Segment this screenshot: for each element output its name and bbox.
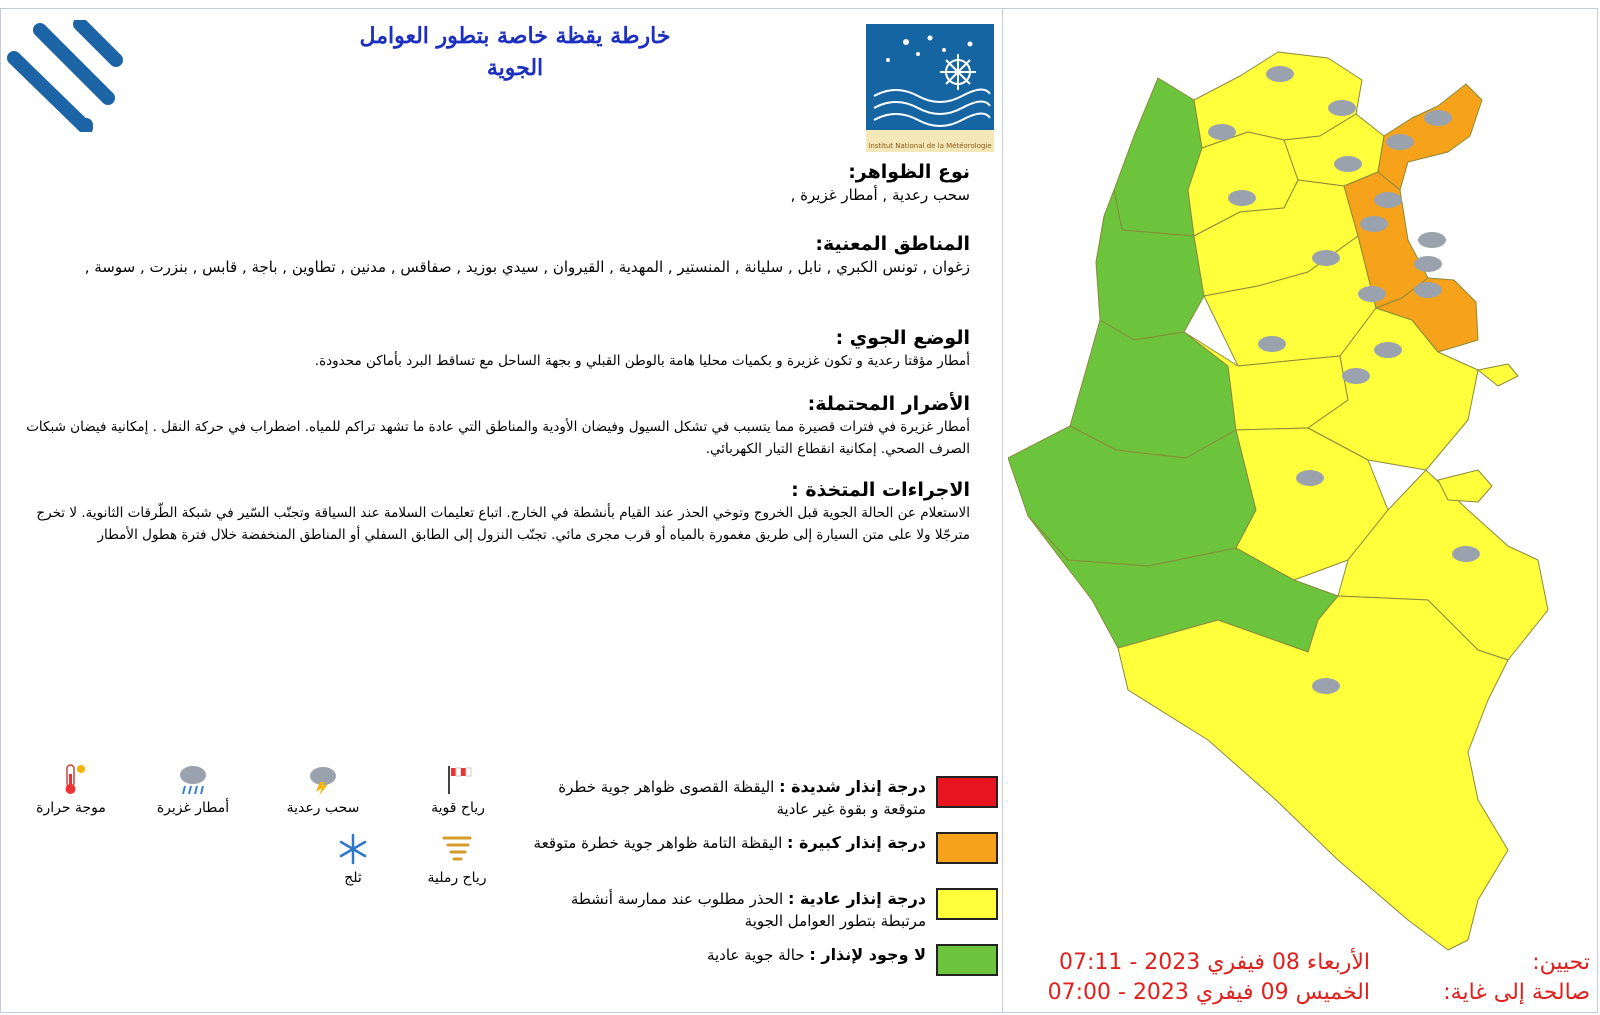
thunderstorm-icon: [306, 762, 340, 796]
measures-section: [10, 478, 970, 546]
tunisia-vigilance-map: [1008, 40, 1600, 970]
svg-text:Institut National de la Météor: Institut National de la Météorologie: [868, 142, 992, 150]
thunderstorm-legend: [278, 762, 368, 816]
damage-text: أمطار غزيرة في فترات قصيرة مما يتسبب في تشكل السيول وفيضان الأودية والمناطق التي عادة ما تشهد تراكم للمياه. اضطراب في حركة النقل . إمكانية فيضان شبكات الصرف الصحي. إمكانية انقطاع التيار الكهربائي.: [26, 419, 970, 457]
regions-section: [10, 232, 970, 278]
valid-label: صالحة إلى غاية:: [1443, 980, 1590, 1005]
phenomena-text: سحب رعدية , أمطار غزيرة ,: [790, 186, 970, 204]
sandstorm-label: رياح رملية: [427, 870, 487, 886]
sandstorm-icon: [440, 832, 474, 866]
legend-swatch-green: [936, 944, 998, 976]
legend-text-green: لا وجود لإنذار : حالة جوية عادية: [706, 945, 926, 964]
panel-divider: [1002, 8, 1003, 1013]
phenomena-section: [600, 160, 970, 206]
situation-heading: الوضع الجوي :: [835, 327, 970, 349]
update-value: الأربعاء 08 فيفري 2023 - 07:11: [1058, 950, 1370, 975]
measures-text: الاستعلام عن الحالة الجوية قبل الخروج وتوخي الحذر عند القيام بأنشطة في الخارج. اتباع تعليمات السلامة عند السياقة وتجنّب السّير في شبكة الطّرقات الثانوية. لا تخرج مترجّلا ولا على متن السيارة إلى طريق مغمورة بالمياه أو قرب مجرى مائي. تجنّب النزول إلى الطابق السفلي أو المناطق المنخفضة خلال فترة هطول الأمطار: [36, 505, 970, 543]
heavy-rain-label: أمطار غزيرة: [156, 800, 230, 816]
legend-text-yellow: درجة إنذار عادية : الحذر مطلوب عند ممارسة أنشطة مرتبطة بتطور العوامل الجوية: [570, 889, 926, 930]
stripes-logo: [4, 20, 124, 132]
legend-swatch-red: [936, 776, 998, 808]
legend-text-orange: درجة إنذار كبيرة : اليقظة التامة ظواهر جوية خطرة متوقعة: [533, 833, 926, 852]
legend-swatch-orange: [936, 832, 998, 864]
region-tataouine: [1118, 596, 1508, 950]
legend-swatch-yellow: [936, 888, 998, 920]
legend-red: [520, 776, 998, 824]
region-kerkennah: [1478, 364, 1518, 386]
heavy-rain-legend: [148, 762, 238, 816]
thermometer-icon: [54, 762, 88, 796]
heavy-rain-icon: [176, 762, 210, 796]
snow-legend: [318, 832, 388, 886]
damage-section: [10, 392, 970, 460]
page-title: خارطة يقظة خاصة بتطور العوامل الجوية: [359, 23, 671, 81]
damage-heading: الأضرار المحتملة:: [807, 393, 970, 415]
strong-wind-icon: [441, 762, 475, 796]
update-label: تحيين:: [1532, 950, 1590, 975]
legend-text-red: درجة إنذار شديدة : اليقظة القصوى ظواهر جوية خطرة متوقعة و بقوة غير عادية: [558, 777, 926, 818]
thunderstorm-label: سحب رعدية: [286, 800, 360, 816]
legend-yellow: [520, 888, 998, 936]
legend-green: [520, 944, 998, 992]
region-djerba: [1438, 470, 1492, 502]
valid-value: الخميس 09 فيفري 2023 - 07:00: [1047, 980, 1370, 1005]
situation-text: أمطار مؤقتا رعدية و تكون غزيرة و بكميات محليا هامة بالوطن القبلي و بجهة الساحل مع تساقط البرد بأماكن محدودة.: [314, 353, 970, 369]
legend-orange: [520, 832, 998, 880]
situation-section: [10, 326, 970, 372]
strong-wind-legend: [418, 762, 498, 816]
sandstorm-legend: [412, 832, 502, 886]
heatwave-legend: [26, 762, 116, 816]
snowflake-icon: [336, 832, 370, 866]
region-jendouba: [1114, 78, 1202, 236]
heatwave-label: موجة حرارة: [36, 800, 106, 816]
snow-label: ثلج: [344, 870, 362, 886]
region-kasserine: [1070, 320, 1236, 458]
regions-text: زغوان , تونس الكبري , نابل , سليانة , المنستير , المهدية , القيروان , سيدي بوزيد , صفاقس , مدنين , تطاوين , باجة , قابس , بنزرت , سوسة ,: [84, 258, 970, 276]
measures-heading: الاجراءات المتخذة :: [791, 479, 970, 501]
inm-logo: [866, 24, 994, 152]
strong-wind-label: رياح قوية: [431, 800, 485, 816]
regions-heading: المناطق المعنية:: [815, 233, 970, 255]
phenomena-heading: نوع الظواهر:: [848, 161, 970, 183]
